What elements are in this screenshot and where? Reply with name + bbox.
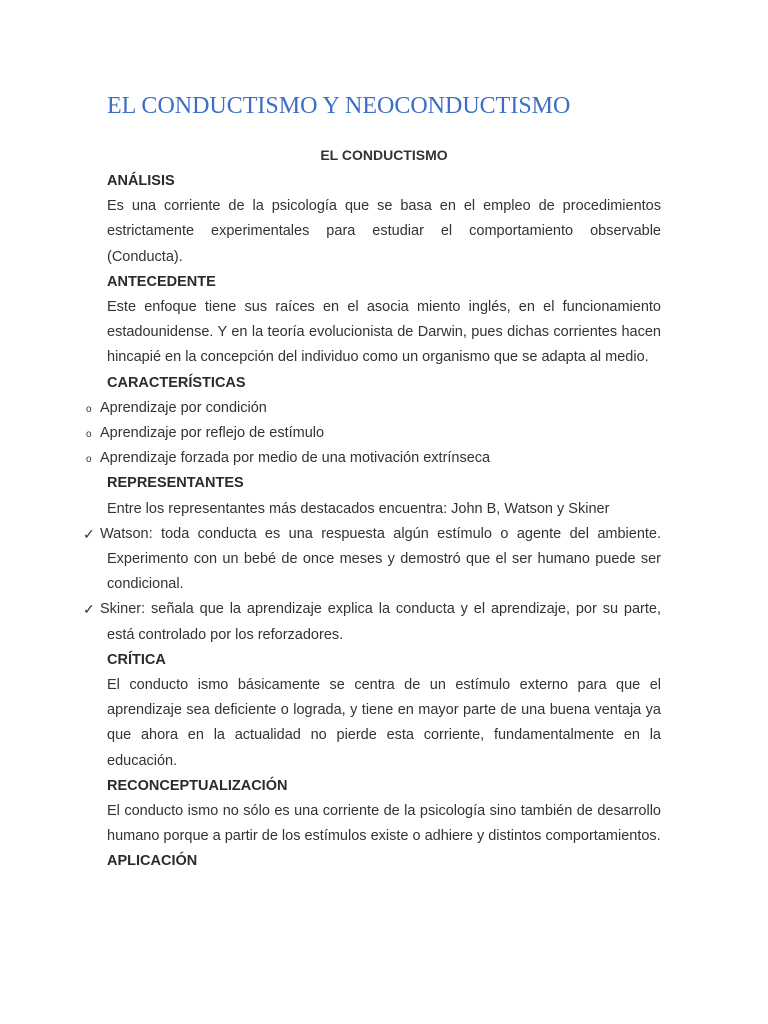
document-body xyxy=(83,169,661,875)
paragraph-critica: El conducto ismo básicamente se centra de un estímulo externo para que el aprendizaje sea deficiente o lograda, y tiene en mayor parte de una buena ventaja ya que ahora en la actualidad no pierde esta corriente, fundamentalmente en la educación. xyxy=(107,677,661,769)
circle-bullet-icon: o xyxy=(86,429,92,441)
paragraph-representantes-intro: Entre los representantes más destacados encuentra: John B, Watson y Skiner xyxy=(107,500,610,517)
heading-antecedente: ANTECEDENTE xyxy=(107,273,216,290)
list-item-text: Aprendizaje forzada por medio de una motivación extrínseca xyxy=(100,450,491,467)
section-subtitle: EL CONDUCTISMO xyxy=(320,147,448,163)
list-item xyxy=(86,421,654,446)
heading-reconceptualizacion: RECONCEPTUALIZACIÓN xyxy=(107,777,288,794)
checkmark-icon: ✓ xyxy=(83,525,95,542)
heading-critica: CRÍTICA xyxy=(107,651,166,668)
list-item xyxy=(83,597,661,647)
circle-bullet-icon: o xyxy=(86,403,92,415)
list-item-text: Aprendizaje por condición xyxy=(100,399,267,416)
heading-analisis: ANÁLISIS xyxy=(107,173,175,189)
document-title: EL CONDUCTISMO Y NEOCONDUCTISMO xyxy=(107,93,571,119)
heading-aplicacion: APLICACIÓN xyxy=(107,853,198,870)
heading-representantes: REPRESENTANTES xyxy=(107,475,244,492)
list-item-text: Watson: toda conducta es una respuesta algún estímulo o agente del ambiente. Experimento con un bebé de once meses y demostró que el ser humano puede ser condicional. xyxy=(100,525,661,593)
checkmark-icon: ✓ xyxy=(83,601,95,618)
list-item xyxy=(83,522,661,598)
caracteristicas-list xyxy=(86,396,661,472)
list-item-text: Aprendizaje por reflejo de estímulo xyxy=(100,425,325,442)
paragraph-analisis: Es una corriente de la psicología que se basa en el empleo de procedimientos estrictamente experimentales para estudiar el comportamiento observable (Conducta). xyxy=(107,198,661,265)
representantes-list xyxy=(83,522,661,648)
list-item xyxy=(86,446,654,471)
paragraph-reconceptualizacion: El conducto ismo no sólo es una corriente de la psicología sino también de desarrollo humano porque a partir de los estímulos existe o adhiere y distintos comportamientos. xyxy=(107,803,661,845)
paragraph-antecedente: Este enfoque tiene sus raíces en el asocia miento inglés, en el funcionamiento estadounidense. Y en la teoría evolucionista de Darwin, pues dichas corrientes hacen hincapié en la concepción del individuo como un organismo que se adapta al medio. xyxy=(107,299,661,366)
list-item xyxy=(86,396,654,421)
heading-caracteristicas: CARACTERÍSTICAS xyxy=(107,374,246,391)
circle-bullet-icon: o xyxy=(86,454,92,466)
list-item-text: Skiner: señala que la aprendizaje explica la conducta y el aprendizaje, por su parte, está controlado por los reforzadores. xyxy=(100,601,661,643)
